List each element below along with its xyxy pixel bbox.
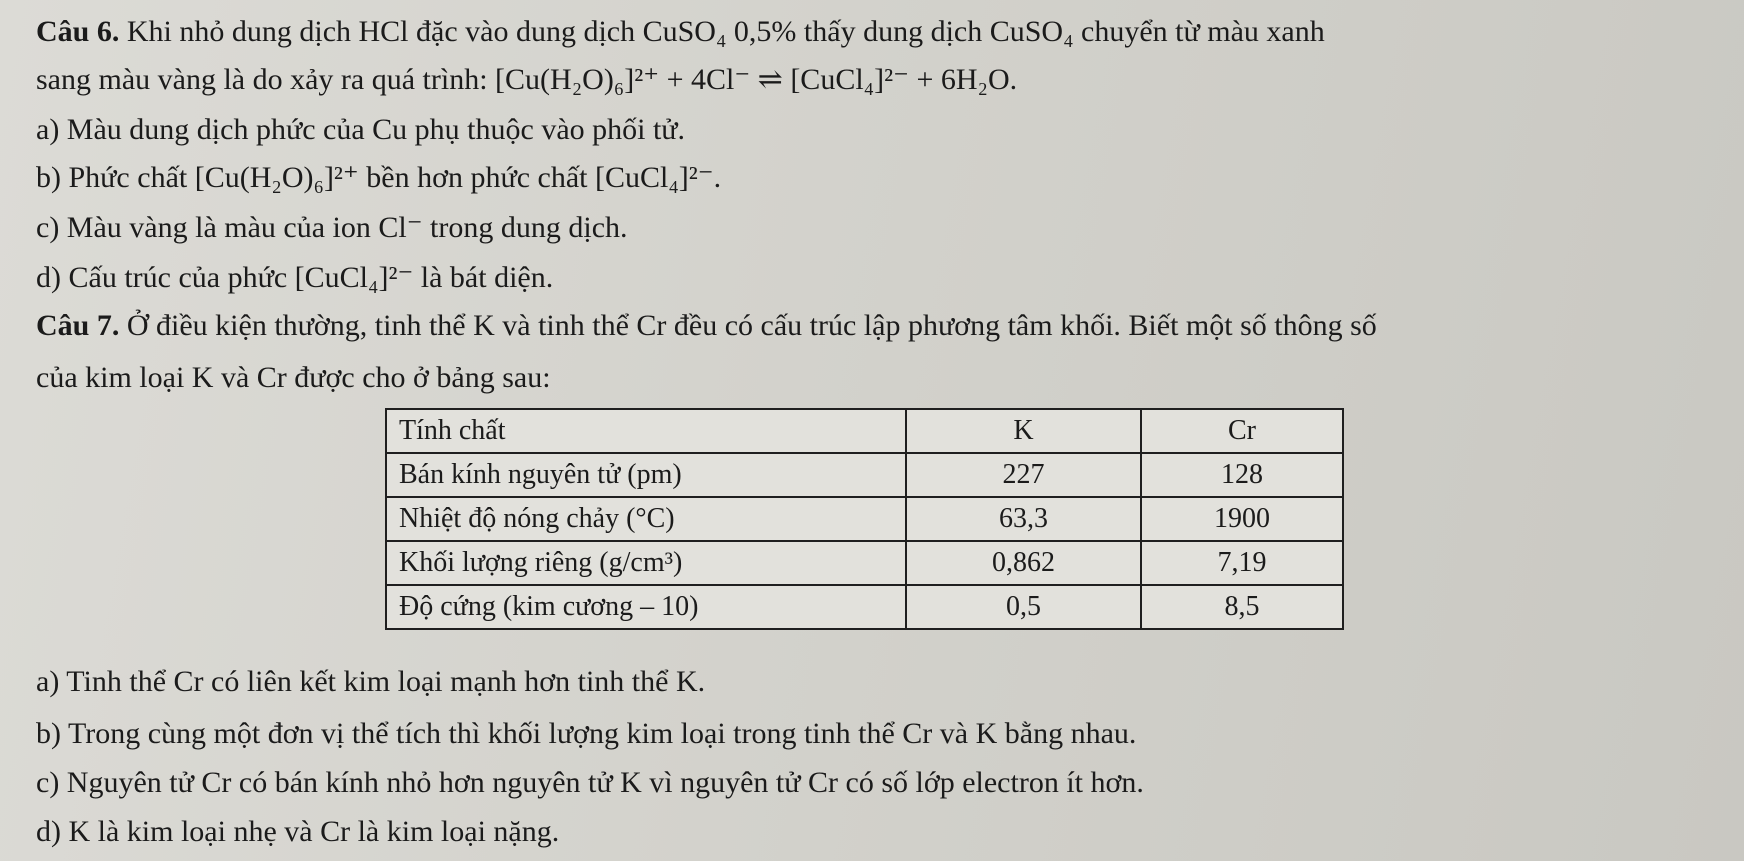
- table-cell: 227: [906, 453, 1141, 497]
- table-cell: Độ cứng (kim cương – 10): [386, 585, 906, 629]
- q6-intro-line-2: sang màu vàng là do xảy ra quá trình: [Cu(H₂O)₆]²⁺ + 4Cl⁻ ⇌ [CuCl₄]²⁻ + 6H₂O.: [36, 63, 1018, 96]
- table-header-cell: Tính chất: [386, 409, 906, 453]
- table-cell: 63,3: [906, 497, 1141, 541]
- q6-option-a: a) Màu dung dịch phức của Cu phụ thuộc vào phối tử.: [36, 113, 686, 146]
- q7-intro-text-1: Ở điều kiện thường, tinh thể K và tinh thể Cr đều có cấu trúc lập phương tâm khối. Biết một số thông số: [126, 309, 1377, 342]
- table-row: [386, 453, 1343, 497]
- table-cell: Bán kính nguyên tử (pm): [386, 453, 906, 497]
- table-cell: 0,5: [906, 585, 1141, 629]
- table-cell: Nhiệt độ nóng chảy (°C): [386, 497, 906, 541]
- q6-option-b: b) Phức chất [Cu(H₂O)₆]²⁺ bền hơn phức chất [CuCl₄]²⁻.: [36, 161, 722, 194]
- q7-option-a: a) Tinh thể Cr có liên kết kim loại mạnh hơn tinh thể K.: [36, 665, 706, 698]
- q7-intro-line-2: của kim loại K và Cr được cho ở bảng sau:: [36, 361, 551, 394]
- q7-intro-line-1: [36, 306, 1377, 346]
- table-row: [386, 585, 1343, 629]
- metal-properties-table: [385, 408, 1344, 630]
- q6-option-d: d) Cấu trúc của phức [CuCl₄]²⁻ là bát diện.: [36, 261, 554, 294]
- table-cell: 7,19: [1141, 541, 1343, 585]
- table-cell: 0,862: [906, 541, 1141, 585]
- q7-label: Câu 7.: [36, 309, 120, 342]
- q6-intro-text-1: Khi nhỏ dung dịch HCl đặc vào dung dịch CuSO₄ 0,5% thấy dung dịch CuSO₄ chuyển từ màu xanh: [126, 15, 1325, 48]
- table-header-row: [386, 409, 1343, 453]
- q7-option-c: c) Nguyên tử Cr có bán kính nhỏ hơn nguyên tử K vì nguyên tử Cr có số lớp electron ít hơn.: [36, 766, 1144, 799]
- table-cell: Khối lượng riêng (g/cm³): [386, 541, 906, 585]
- table-cell: 128: [1141, 453, 1343, 497]
- q6-intro-line-1: [36, 12, 1325, 52]
- table-cell: 1900: [1141, 497, 1343, 541]
- q6-label: Câu 6.: [36, 15, 120, 48]
- q6-option-c: c) Màu vàng là màu của ion Cl⁻ trong dung dịch.: [36, 211, 628, 244]
- q7-option-d: d) K là kim loại nhẹ và Cr là kim loại nặng.: [36, 815, 560, 848]
- q7-option-b: b) Trong cùng một đơn vị thể tích thì khối lượng kim loại trong tinh thể Cr và K bằng nhau.: [36, 717, 1137, 750]
- table-header-cell: K: [906, 409, 1141, 453]
- table-cell: 8,5: [1141, 585, 1343, 629]
- table-header-cell: Cr: [1141, 409, 1343, 453]
- table-row: [386, 497, 1343, 541]
- table-row: [386, 541, 1343, 585]
